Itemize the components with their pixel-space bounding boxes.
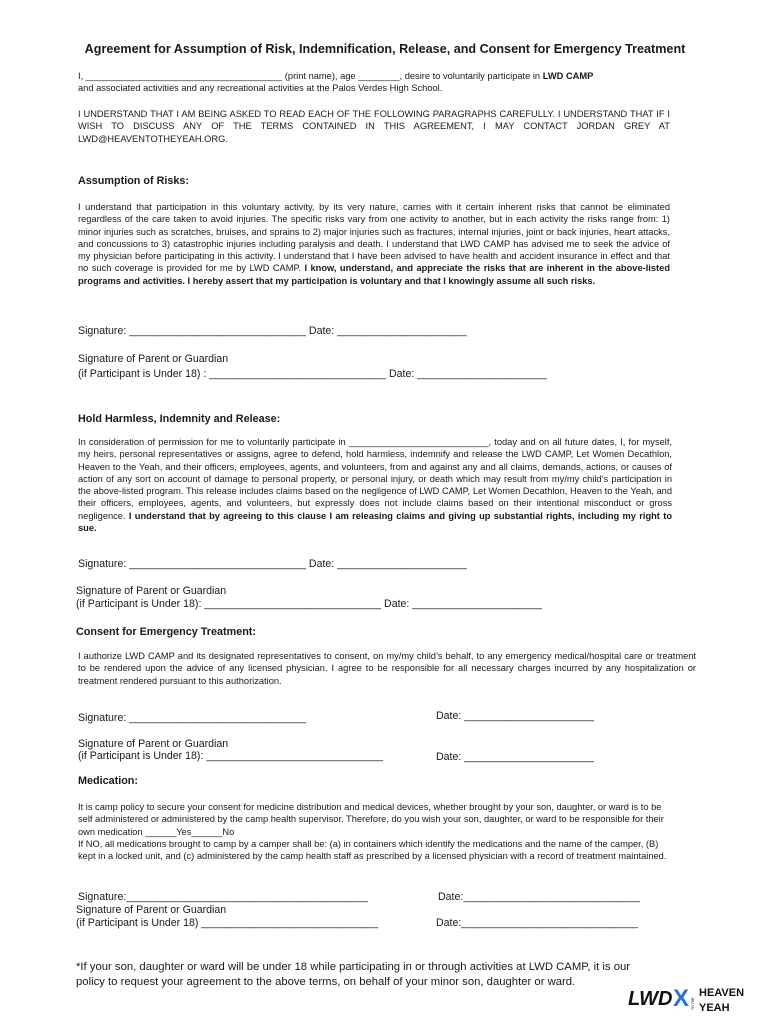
intro-line-2: and associated activities and any recreational activities at the Palos Verdes High School. — [78, 83, 443, 94]
sponsor-logo-graphic — [627, 980, 747, 1016]
intro-line-1: I, ______________________________________ (print name), age ________, desire to voluntarily participate in — [78, 71, 543, 81]
medication-guardian-date-line: Date:______________________________ — [436, 917, 639, 929]
consent-paragraph: I authorize LWD CAMP and its designated representatives to consent, on my/my child’s behalf, to any emergency medical/hospital care or treatment to be rendered upon the advice of any licensed physician. I agree to be responsible for all necessary charges incurred by any hospitalization or treatment rendered pursuant to this authorization. — [78, 651, 696, 686]
medication-paragraph-1: It is camp policy to secure your consent for medicine distribution and medical devices, whether brought by your son, daughter, or ward is to be self administered or administered by the camp health supervisor. Therefore, do you wish your son, daughter, or ward to be responsible for their own medication ______Yes______No — [78, 802, 664, 837]
risks-signature-line: Signature: ______________________________ Date: ______________________ — [78, 325, 467, 337]
consent-guardian-date-line: Date: ______________________ — [436, 751, 594, 763]
harmless-guardian-label: Signature of Parent or Guardian — [76, 585, 227, 597]
lwd-logo: LWD — [628, 988, 673, 1010]
harmless-paragraph — [78, 436, 672, 534]
consent-signature-line: Signature: ______________________________ — [78, 712, 306, 724]
medication-paragraph-2: If NO, all medications brought to camp by a camper shall be: (a) in containers which identify the medications and the name of the camper, (B) kept in a locked unit, and (c) administered by the camp health staff as prescribed by a licensed physician with a record of treatment maintained. — [78, 839, 667, 862]
intro-caps-paragraph: I UNDERSTAND THAT I AM BEING ASKED TO READ EACH OF THE FOLLOWING PARAGRAPHS CAREFULLY. I UNDERSTAND THAT IF I WISH TO DISCUSS ANY OF THE TERMS CONTAINED IN THIS AGREEMENT, I MAY CONTACT JORDAN GREY AT LWD@HEAVENTOTHEYEAH.ORG. — [78, 109, 670, 144]
document-title: Agreement for Assumption of Risk, Indemnification, Release, and Consent for Emergency Treatment — [84, 42, 686, 56]
medication-guardian-signature-line: (if Participant is Under 18) ______________________________ — [76, 917, 379, 929]
harmless-bold-statement: I understand that by agreeing to this clause I am releasing claims and giving up substantial rights, including my right to sue. — [78, 510, 672, 534]
footer-note: *If your son, daughter or ward will be under 18 while participating in or through activities at LWD CAMP, it is our policy to request your agreement to the above terms, on behalf of your minor son, daughter or ward. — [76, 961, 631, 988]
harmless-signature-line: Signature: ______________________________ Date: ______________________ — [78, 558, 467, 570]
medication-heading: Medication: — [78, 775, 138, 787]
consent-guardian-signature-line: (if Participant is Under 18): ______________________________ — [78, 750, 384, 762]
x-logo-mark: X — [673, 985, 690, 1012]
medication-date-line: Date:______________________________ — [438, 891, 641, 903]
risks-body: I understand that participation in this voluntary activity, by its very nature, carries with it certain inherent risks that cannot be eliminated regardless of the care taken to avoid injuries. The specific risks vary from one activity to another, but in each activity the risks range from: 1) minor injuries such as scratches, bruises, and sprains to 2) major injuries such as fractures, internal injuries, joint or back injuries, heart attacks, and concussions to 3) catastrophic injuries including paralysis and death. I understand that LWD CAMP has advised me to seek the advice of my physician before participating in this activity. I understand that I have been advised to have health and accident insurance in effect and that no such coverage is provided for me by LWD CAMP. — [78, 202, 670, 274]
harmless-heading: Hold Harmless, Indemnity and Release: — [78, 413, 281, 425]
medication-signature-line: Signature:_________________________________________ — [78, 891, 368, 903]
risks-heading: Assumption of Risks: — [78, 175, 189, 187]
harmless-body: In consideration of permission for me to voluntarily participate in ___________________________, today and on all future dates, I, for myself, my heirs, personal representatives or assigns, agree to defend, hold harmless, indemnify and release the LWD CAMP, Let Women Decathlon, Heaven to the Yeah, and their officers, employees, agents, and volunteers, from and against any and all claims, demands, actions, or causes of action of any sort on account of damage to personal property, or personal injury, or death which may result from my/my child’s participation in the above-listed program. This release includes claims based on the negligence of LWD CAMP, Let Women Decathlon, Heaven to the Yeah, and their officers, employees, agents, and volunteers, but expressly does not include claims based on their intentional misconduct or gross negligence. — [78, 437, 672, 521]
risks-guardian-label: Signature of Parent or Guardian — [78, 353, 229, 365]
to-the-logo-text: TO THE — [691, 997, 695, 1010]
consent-guardian-label: Signature of Parent or Guardian — [78, 738, 229, 750]
risks-guardian-signature-line: (if Participant is Under 18) : ______________________________ Date: ______________________ — [78, 368, 547, 380]
consent-date-line: Date: ______________________ — [436, 710, 594, 722]
intro-paragraph — [78, 70, 698, 95]
risks-bold-statement: I know, understand, and appreciate the risks that are inherent in the above-listed programs and activities. I hereby assert that my participation is voluntary and that I knowingly assume all such risks. — [78, 263, 670, 286]
yeah-logo: YEAH — [699, 1002, 730, 1014]
intro-camp-name: LWD CAMP — [542, 71, 594, 81]
risks-paragraph — [78, 201, 670, 287]
consent-heading: Consent for Emergency Treatment: — [76, 626, 256, 638]
harmless-guardian-signature-line: (if Participant is Under 18): ______________________________ Date: ______________________ — [76, 598, 542, 610]
sponsor-logos — [627, 980, 747, 1016]
medication-guardian-label: Signature of Parent or Guardian — [76, 904, 227, 916]
heaven-logo: HEAVEN — [699, 987, 745, 999]
